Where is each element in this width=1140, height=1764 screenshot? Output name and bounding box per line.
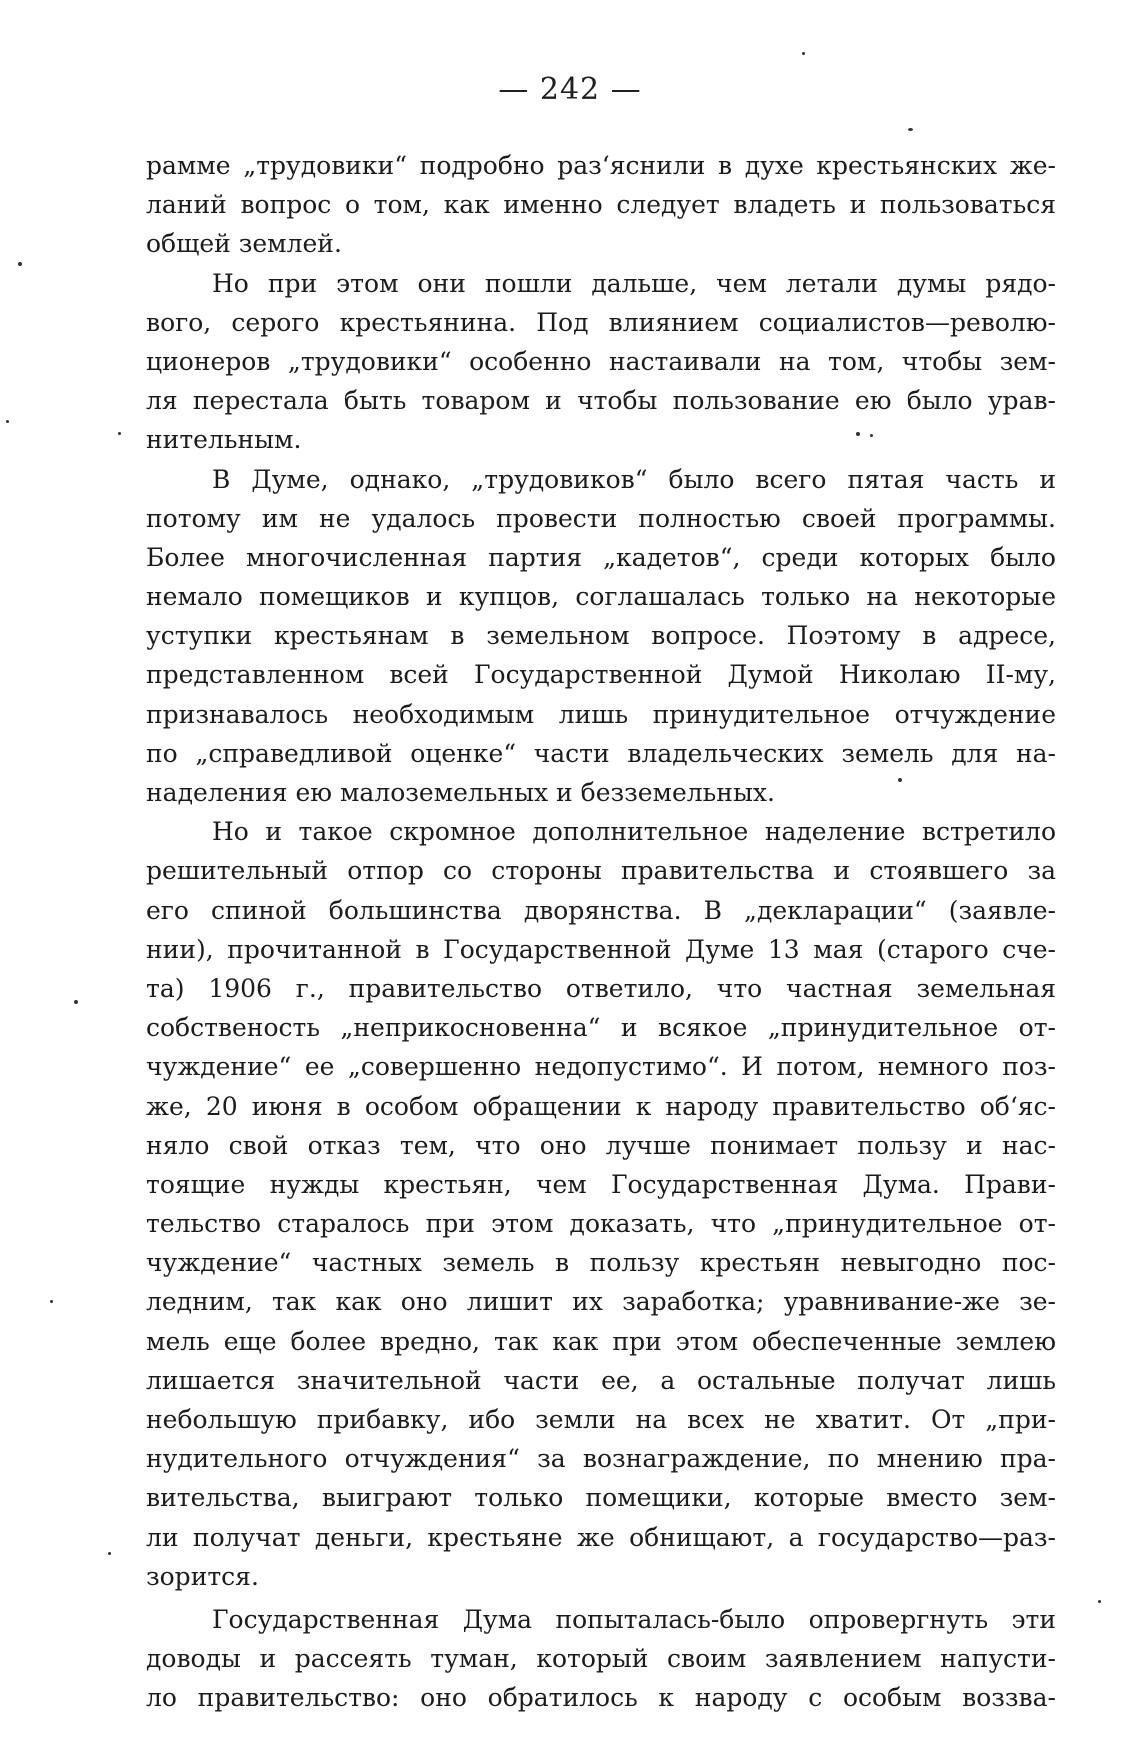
- text-line: зорится.: [146, 1561, 259, 1591]
- text-line: нудительного отчуждения“ за вознаграждение, по мнению пра-: [146, 1444, 1056, 1474]
- text-line: тельство старалось при этом доказать, что „принудительное от-: [146, 1209, 1056, 1239]
- text-line: небольшую прибавку, ибо земли на всех не хватит. От „при-: [146, 1405, 1056, 1434]
- text-line: потому им не удалось провести полностью своей программы.: [146, 503, 1056, 533]
- body-text: [146, 146, 1056, 1718]
- scan-speck: [802, 52, 805, 55]
- scan-speck: [118, 432, 121, 435]
- text-line: представленном всей Государственной Думой Николаю II-му,: [146, 660, 1056, 690]
- text-line: лишается значительной части ее, а остальные получат лишь: [146, 1365, 1056, 1395]
- text-line: нии), прочитанной в Государственной Думе 13 мая (старого сче-: [146, 934, 1056, 964]
- text-line: вого, серого крестьянина. Под влиянием социалистов—револю-: [146, 307, 1056, 337]
- text-line: наделения ею малоземельных и безземельных.: [146, 778, 775, 807]
- scan-speck: [50, 1300, 53, 1303]
- text-line: нительным.: [146, 425, 302, 455]
- text-line: общей землей.: [146, 229, 342, 259]
- text-line: доводы и рассеять туман, который своим заявлением напусти-: [146, 1644, 1056, 1674]
- text-line: та) 1906 г., правительство ответило, что частная земельная: [146, 973, 1056, 1003]
- text-line: ледним, так как оно лишит их заработка; уравнивание-же зе-: [146, 1287, 1056, 1317]
- text-line: по „справедливой оценке“ части владельческих земель для на-: [146, 738, 1056, 768]
- text-line: ля перестала быть товаром и чтобы пользование ею было урав-: [146, 386, 1056, 416]
- text-line: рамме „трудовики“ подробно раз‘яснили в духе крестьянских же-: [146, 151, 1056, 180]
- scan-speck: [18, 262, 22, 266]
- scan-speck: [108, 1552, 111, 1555]
- text-line: решительный отпор со стороны правительства и стоявшего за: [146, 856, 1056, 886]
- text-line: Но при этом они пошли дальше, чем летали думы рядо-: [212, 268, 1056, 298]
- text-line: немало помещиков и купцов, соглашалась только на некоторые: [146, 582, 1056, 612]
- text-line: собственость „неприкосновенна“ и всякое „принудительное от-: [146, 1013, 1056, 1043]
- text-line: няло свой отказ тем, что оно лучше понимает пользу и нас-: [146, 1130, 1056, 1160]
- paragraph: [146, 812, 1056, 1596]
- paragraph: [146, 264, 1056, 460]
- text-line: мель еще более вредно, так как при этом обеспеченные землею: [146, 1326, 1056, 1356]
- text-line: Государственная Дума попыталась-было опровергнуть эти: [212, 1604, 1056, 1634]
- paragraph: [146, 460, 1056, 813]
- text-line: ланий вопрос о том, как именно следует владеть и пользоваться: [146, 190, 1056, 220]
- scan-speck: [908, 128, 913, 131]
- text-line: признавалось необходимым лишь принудительное отчуждение: [146, 699, 1056, 729]
- scan-speck: [856, 432, 860, 436]
- text-line: же, 20 июня в особом обращении к народу правительство об‘яс-: [146, 1091, 1056, 1121]
- paragraph: [146, 146, 1056, 264]
- scan-speck: [74, 1000, 78, 1004]
- scan-speck: [6, 420, 9, 423]
- paragraph: [146, 1600, 1056, 1718]
- text-line: его спиной большинства дворянства. В „декларации“ (заявле-: [146, 895, 1056, 925]
- text-line: чуждение“ ее „совершенно недопустимо“. И потом, немного поз-: [146, 1052, 1056, 1082]
- text-line: вительства, выиграют только помещики, которые вместо зем-: [146, 1483, 1056, 1513]
- scan-speck: [898, 778, 902, 782]
- text-line: Но и такое скромное дополнительное наделение встретило: [212, 817, 1056, 847]
- scan-speck: [870, 434, 873, 437]
- text-line: Более многочисленная партия „кадетов“, среди которых было: [146, 542, 1056, 572]
- text-line: ло правительство: оно обратилось к народу с особым воззва-: [146, 1683, 1056, 1713]
- page-number: — 242 —: [498, 72, 642, 107]
- text-line: ционеров „трудовики“ особенно настаивали на том, чтобы зем-: [146, 346, 1056, 376]
- text-line: В Думе, однако, „трудовиков“ было всего пятая часть и: [212, 464, 1056, 494]
- text-line: уступки крестьянам в земельном вопросе. Поэтому в адресе,: [146, 621, 1056, 651]
- text-line: чуждение“ частных земель в пользу крестьян невыгодно пос-: [146, 1248, 1056, 1278]
- scan-speck: [1098, 1600, 1101, 1603]
- text-line: ли получат деньги, крестьяне же обнищают, а государство—раз-: [146, 1522, 1056, 1552]
- text-line: тоящие нужды крестьян, чем Государственная Дума. Прави-: [146, 1169, 1056, 1199]
